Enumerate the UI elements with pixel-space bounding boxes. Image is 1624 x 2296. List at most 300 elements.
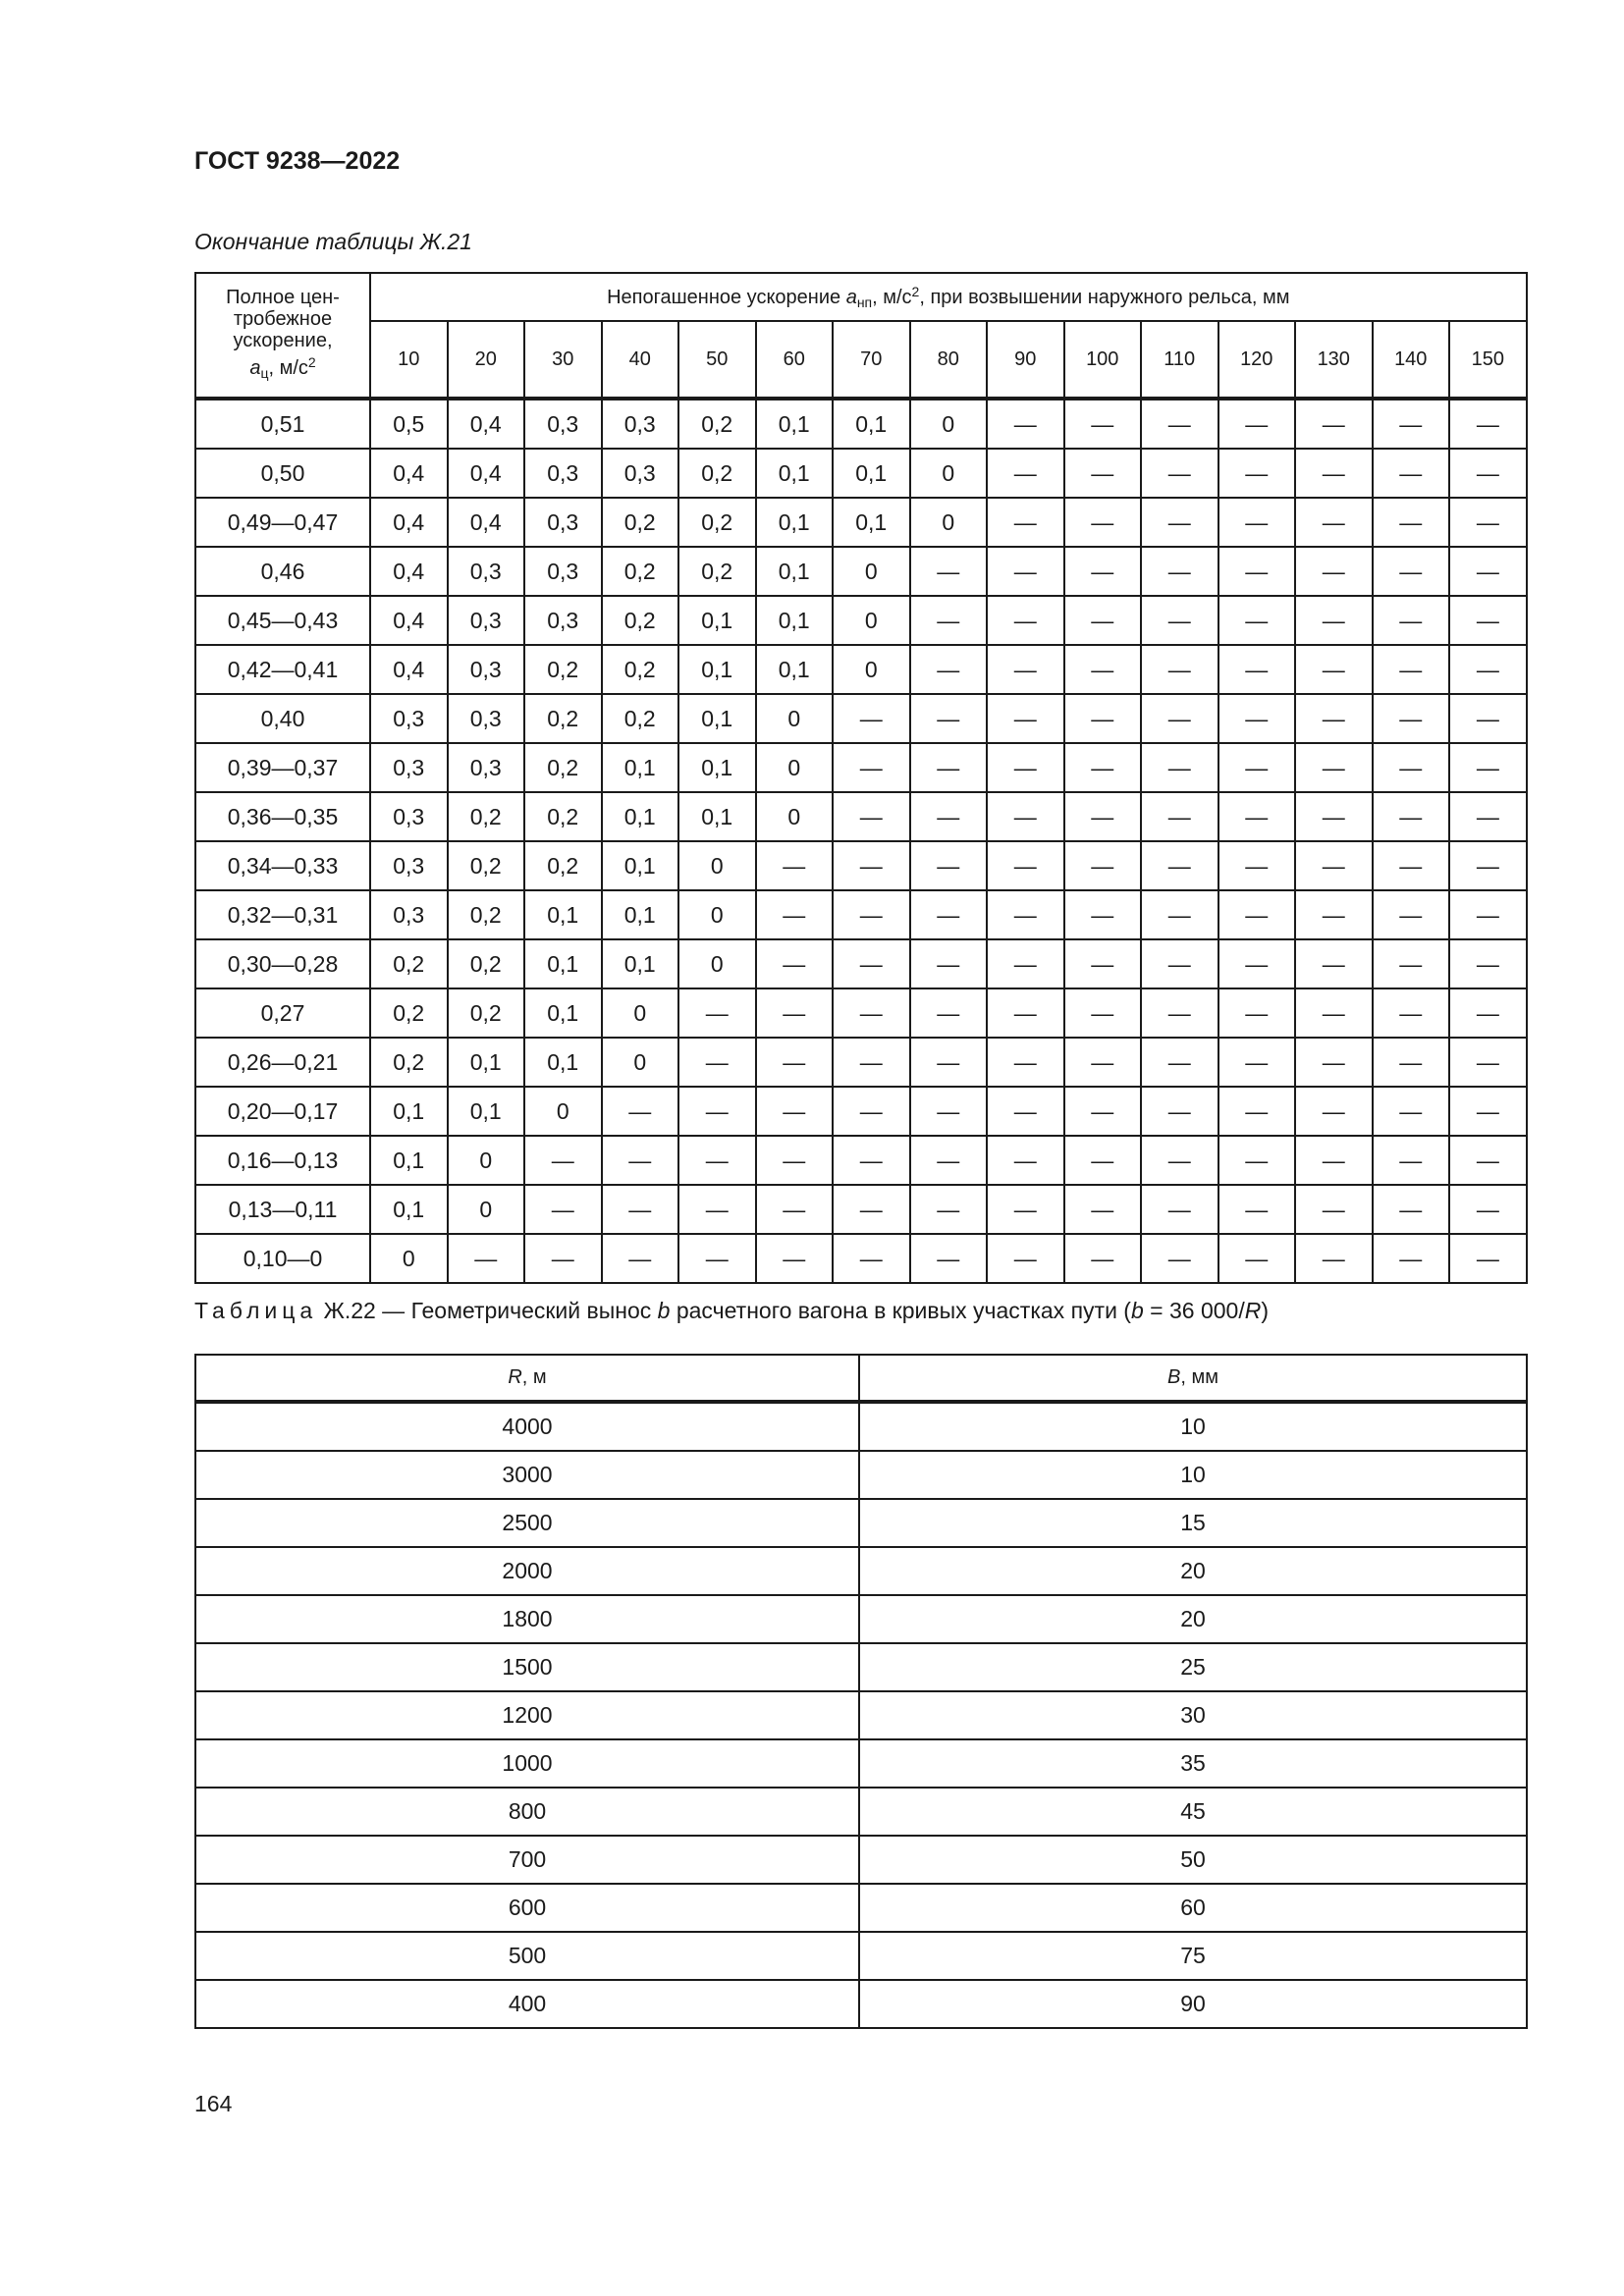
table-cell: 0,3 [602,399,679,449]
table-cell: 0,1 [756,596,834,645]
table-cell: 0,1 [756,498,834,547]
table-cell: — [1218,449,1296,498]
table-cell: — [987,1234,1064,1283]
table-cell: — [1141,547,1218,596]
table-cell: — [1141,1185,1218,1234]
offset-cell: 10 [859,1451,1527,1499]
table-cell: 0,2 [448,890,525,939]
column-header: 60 [756,321,834,399]
table-cell: — [1064,449,1142,498]
formula-mid: = 36 000/ [1143,1298,1245,1323]
table-cell: — [1064,792,1142,841]
header-total-acceleration [195,273,370,399]
table-cell: — [678,1038,756,1087]
table-cell: 0,1 [524,988,602,1038]
table-cell: — [1295,645,1373,694]
table-cell: 0,3 [448,645,525,694]
table-cell: — [1449,890,1527,939]
table-cell: — [1295,1234,1373,1283]
offset-cell: 25 [859,1643,1527,1691]
table-cell: — [1141,939,1218,988]
table-cell: 0,3 [448,547,525,596]
table-cell: — [1218,743,1296,792]
table-cell: 0,3 [370,694,448,743]
table-cell: — [1295,1185,1373,1234]
table-cell: 0,3 [370,743,448,792]
table-cell: — [1141,498,1218,547]
table-cell: — [987,988,1064,1038]
table-cell: — [910,939,988,988]
table-cell: — [1141,1038,1218,1087]
table-cell: — [1064,890,1142,939]
table-cell: — [833,792,910,841]
table-cell: — [910,645,988,694]
table-cell: — [987,841,1064,890]
table-cell: 0,1 [833,399,910,449]
table-cell: — [1218,694,1296,743]
table-cell: 0,1 [370,1185,448,1234]
table-cell: 0,2 [524,645,602,694]
radius-cell: 4000 [195,1402,859,1451]
table-cell: — [1141,1136,1218,1185]
caption-close: ) [1261,1298,1270,1323]
table-cell: — [987,1136,1064,1185]
table-cell: — [1141,890,1218,939]
unit: , м [521,1366,547,1388]
table-cell: 0 [678,841,756,890]
table-cell: — [1373,449,1450,498]
table-cell: 0,3 [524,399,602,449]
table-cell: — [1295,694,1373,743]
table-cell: 0,2 [448,792,525,841]
table-cell: — [1295,939,1373,988]
table-cell: — [1295,1136,1373,1185]
table-cell: — [1064,743,1142,792]
formula-b: b [1130,1298,1144,1323]
table-cell: — [1218,399,1296,449]
table-row [195,1087,1527,1136]
row-label: 0,30—0,28 [195,939,370,988]
table-cell: 0,3 [524,449,602,498]
table-cell: — [1449,1234,1527,1283]
table-cell: 0,2 [370,988,448,1038]
radius-cell: 500 [195,1932,859,1980]
column-header: 90 [987,321,1064,399]
table-cell: — [1449,1038,1527,1087]
table-cell: 0 [370,1234,448,1283]
radius-cell: 800 [195,1788,859,1836]
table-row [195,547,1527,596]
table-cell: 0,3 [524,547,602,596]
table-cell: 0 [756,792,834,841]
table-row [195,498,1527,547]
table-cell: — [756,890,834,939]
table-cell: — [524,1136,602,1185]
radius-cell: 400 [195,1980,859,2028]
table-cell: 0,1 [602,890,679,939]
table-cell: — [1295,792,1373,841]
offset-cell: 35 [859,1739,1527,1788]
unit: , м/с [268,356,308,379]
table-cell: — [1449,792,1527,841]
table-cell: — [910,792,988,841]
header-suffix: , при возвышении наружного рельса, мм [919,286,1290,308]
table-cell: 0,1 [524,939,602,988]
table-row [195,1234,1527,1283]
table-cell: — [1218,841,1296,890]
row-label: 0,27 [195,988,370,1038]
table-cell: — [756,1185,834,1234]
table-21 [194,272,1528,1284]
table-cell: 0,2 [448,841,525,890]
table-row [195,1499,1527,1547]
offset-cell: 30 [859,1691,1527,1739]
table-cell: — [602,1087,679,1136]
table-cell: — [910,988,988,1038]
table-cell: — [987,1038,1064,1087]
table-cell: — [833,1234,910,1283]
symbol-a: a [845,286,857,308]
document-id: ГОСТ 9238—2022 [194,147,401,175]
caption-word-table: Таблица [194,1298,318,1323]
table-cell: — [1449,596,1527,645]
table-row [195,1643,1527,1691]
table-22-caption [194,1298,1269,1324]
table-cell: — [833,694,910,743]
table-cell: — [833,939,910,988]
table-cell: — [987,596,1064,645]
table-cell: 0,1 [524,890,602,939]
table-cell: — [1218,645,1296,694]
offset-cell: 20 [859,1547,1527,1595]
column-header: 70 [833,321,910,399]
table-cell: — [1373,547,1450,596]
row-label: 0,39—0,37 [195,743,370,792]
table-cell: 0,2 [370,1038,448,1087]
table-row [195,1691,1527,1739]
row-label: 0,42—0,41 [195,645,370,694]
table-row [195,1402,1527,1451]
row-label: 0,40 [195,694,370,743]
subscript-ts: ц [260,365,269,382]
table-cell: — [1449,988,1527,1038]
table-cell: — [1218,1087,1296,1136]
table-cell: — [1141,1087,1218,1136]
radius-cell: 2000 [195,1547,859,1595]
column-header: 50 [678,321,756,399]
table-cell: 0,4 [370,547,448,596]
formula-r: R [1244,1298,1262,1323]
table-cell: 0 [602,1038,679,1087]
table-cell: 0,1 [678,596,756,645]
table-cell: 0,3 [448,743,525,792]
table-row [195,841,1527,890]
row-label: 0,49—0,47 [195,498,370,547]
row-label: 0,32—0,31 [195,890,370,939]
table-cell: — [756,1234,834,1283]
table-cell: — [1449,645,1527,694]
table-cell: — [910,694,988,743]
table-cell: — [1064,596,1142,645]
table-cell: — [1449,743,1527,792]
table-cell: 0,1 [602,743,679,792]
offset-cell: 90 [859,1980,1527,2028]
table-cell: — [987,1185,1064,1234]
table-row [195,1884,1527,1932]
table-cell: — [1373,596,1450,645]
table-row [195,399,1527,449]
table-cell: — [1141,596,1218,645]
header-radius [195,1355,859,1402]
table-cell: — [524,1234,602,1283]
table-cell: — [524,1185,602,1234]
column-header: 120 [1218,321,1296,399]
table-cell: 0,1 [756,645,834,694]
table-cell: — [1064,1234,1142,1283]
table-cell: 0,4 [370,498,448,547]
row-label: 0,13—0,11 [195,1185,370,1234]
table-cell: — [1064,498,1142,547]
table-cell: — [1449,498,1527,547]
header-offset [859,1355,1527,1402]
table-cell: — [833,988,910,1038]
table-cell: — [1295,841,1373,890]
table-cell: — [1295,890,1373,939]
table-cell: 0 [833,645,910,694]
row-label: 0,50 [195,449,370,498]
table-cell: 0 [678,939,756,988]
table-cell: — [1373,399,1450,449]
table-cell: — [1449,939,1527,988]
table-cell: — [1218,1234,1296,1283]
table-cell: — [987,792,1064,841]
table-cell: 0 [524,1087,602,1136]
table-cell: — [1295,1038,1373,1087]
table-cell: 0,1 [602,939,679,988]
table-cell: 0 [602,988,679,1038]
radius-cell: 600 [195,1884,859,1932]
table-cell: — [678,1087,756,1136]
table-cell: — [756,988,834,1038]
table-cell: — [602,1185,679,1234]
header-prefix: Непогашенное ускорение [607,286,846,308]
table-cell: 0 [910,498,988,547]
table-cell: 0,3 [602,449,679,498]
row-label: 0,36—0,35 [195,792,370,841]
table-cell: — [1373,792,1450,841]
table-cell: — [910,1136,988,1185]
table-cell: 0,3 [448,596,525,645]
table-cell: — [987,694,1064,743]
table-cell: 0,3 [524,498,602,547]
table-cell: 0,2 [370,939,448,988]
header-line-3: ускорение, [233,329,333,351]
table-cell: — [910,743,988,792]
column-header: 150 [1449,321,1527,399]
table-cell: — [1141,743,1218,792]
table-cell: — [678,1234,756,1283]
caption-middle: Ж.22 — Геометрический вынос [317,1298,658,1323]
table-cell: — [1295,498,1373,547]
table-cell: — [756,1087,834,1136]
table-cell: 0,1 [370,1087,448,1136]
offset-cell: 50 [859,1836,1527,1884]
table-cell: — [448,1234,525,1283]
table-cell: — [987,1087,1064,1136]
table-cell: — [1218,596,1296,645]
table-cell: — [987,939,1064,988]
radius-cell: 1500 [195,1643,859,1691]
table-row [195,645,1527,694]
unit: , мм [1180,1366,1218,1388]
table-cell: 0,2 [678,498,756,547]
row-label: 0,10—0 [195,1234,370,1283]
table-cell: — [833,1038,910,1087]
table-cell: 0,1 [602,841,679,890]
table-cell: 0,2 [524,792,602,841]
table-cell: — [1218,1185,1296,1234]
column-header: 80 [910,321,988,399]
table-cell: — [833,841,910,890]
radius-cell: 700 [195,1836,859,1884]
table-row [195,1595,1527,1643]
table-cell: — [1373,939,1450,988]
table-cell: 0,2 [602,498,679,547]
table-cell: — [1449,399,1527,449]
table-row [195,743,1527,792]
table-cell: — [910,1038,988,1087]
offset-cell: 45 [859,1788,1527,1836]
table-row [195,1136,1527,1185]
table-cell: — [910,1087,988,1136]
table-cell: 0,4 [370,645,448,694]
table-cell: — [1373,841,1450,890]
table-cell: 0,1 [756,399,834,449]
column-header: 30 [524,321,602,399]
table-cell: — [1064,694,1142,743]
table-row [195,449,1527,498]
table-cell: 0 [833,547,910,596]
table-cell: 0,1 [833,498,910,547]
table-cell: — [1064,399,1142,449]
table-row [195,694,1527,743]
table-cell: 0 [448,1185,525,1234]
table-cell: — [987,449,1064,498]
table-cell: 0,4 [370,449,448,498]
table-cell: — [1449,694,1527,743]
table-cell: 0,2 [678,449,756,498]
table-cell: — [1295,547,1373,596]
table-row [195,1547,1527,1595]
table-cell: — [1218,792,1296,841]
table-cell: — [756,841,834,890]
table-cell: — [756,1038,834,1087]
table-row [195,890,1527,939]
radius-cell: 2500 [195,1499,859,1547]
table-21-continuation-caption: Окончание таблицы Ж.21 [194,229,472,254]
table-cell: — [1141,988,1218,1038]
table-cell: — [1218,498,1296,547]
table-cell: — [910,1234,988,1283]
table-cell: 0 [910,399,988,449]
column-header: 140 [1373,321,1450,399]
row-label: 0,46 [195,547,370,596]
table-cell: 0,4 [370,596,448,645]
table-cell: — [602,1234,679,1283]
table-cell: — [1141,694,1218,743]
table-cell: — [1141,645,1218,694]
table-cell: — [1295,988,1373,1038]
table-cell: 0,1 [524,1038,602,1087]
table-cell: — [1064,1185,1142,1234]
table-cell: — [1141,841,1218,890]
table-cell: 0,2 [602,596,679,645]
table-cell: — [1373,743,1450,792]
table-cell: 0,3 [370,792,448,841]
table-cell: 0,1 [678,743,756,792]
row-label: 0,26—0,21 [195,1038,370,1087]
table-row [195,1185,1527,1234]
table-cell: 0,2 [524,743,602,792]
table-row [195,988,1527,1038]
offset-cell: 10 [859,1402,1527,1451]
table-row [195,596,1527,645]
table-cell: — [756,939,834,988]
table-cell: 0 [833,596,910,645]
row-label: 0,34—0,33 [195,841,370,890]
table-cell: — [1373,498,1450,547]
table-cell: — [1295,596,1373,645]
table-cell: 0,2 [678,399,756,449]
header-unbalanced-acceleration [370,273,1527,321]
table-cell: — [1295,743,1373,792]
table-cell: — [833,890,910,939]
table-cell: 0,3 [524,596,602,645]
table-cell: 0,2 [524,841,602,890]
table-cell: — [1373,890,1450,939]
table-cell: — [987,743,1064,792]
table-cell: — [1373,1234,1450,1283]
table-cell: 0 [448,1136,525,1185]
table-cell: 0,1 [678,645,756,694]
table-cell: — [1218,547,1296,596]
table-cell: — [1218,939,1296,988]
table-cell: 0,2 [602,645,679,694]
offset-cell: 15 [859,1499,1527,1547]
table-cell: — [1141,1234,1218,1283]
table-cell: 0,3 [370,841,448,890]
table-cell: — [1064,547,1142,596]
table-cell: — [1295,449,1373,498]
row-label: 0,16—0,13 [195,1136,370,1185]
var-b: B [1167,1366,1181,1388]
table-cell: 0 [678,890,756,939]
table-cell: — [1064,1087,1142,1136]
column-header: 130 [1295,321,1373,399]
table-cell: — [987,498,1064,547]
column-header: 10 [370,321,448,399]
table-row [195,1788,1527,1836]
table-cell: — [910,596,988,645]
row-label: 0,20—0,17 [195,1087,370,1136]
table-cell: — [1218,1136,1296,1185]
table-cell: — [1141,449,1218,498]
page-number: 164 [194,2091,233,2116]
table-cell: — [1218,988,1296,1038]
radius-cell: 3000 [195,1451,859,1499]
column-header: 110 [1141,321,1218,399]
table-cell: 0 [756,743,834,792]
